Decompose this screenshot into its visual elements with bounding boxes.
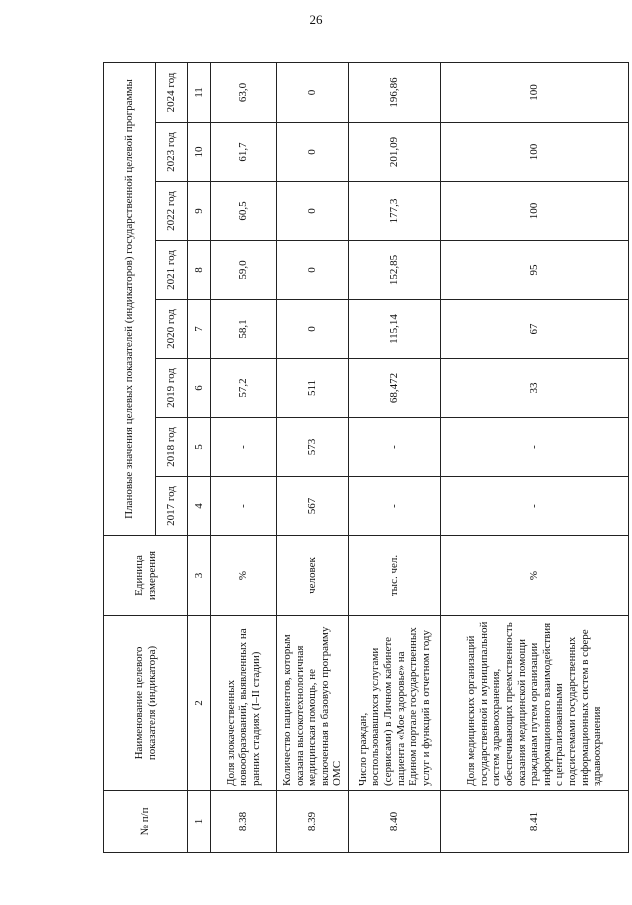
row-value: 100 bbox=[441, 62, 629, 122]
row-name: Доля медицинских организаций государственной и муниципальной систем здравоохранения, обеспечивающих преемственность оказания медицинской помощи гражданам путем организации информационного взаимодействия с централизованными подсистемами государственных информационных систем в сфере здравоохранения bbox=[441, 616, 629, 791]
header-year: 2017 год bbox=[156, 477, 188, 536]
header-plan: Плановые значения целевых показателей (индикаторов) государственной целевой программы bbox=[104, 62, 156, 535]
rotated-table-container bbox=[103, 63, 623, 853]
row-value: 573 bbox=[277, 418, 349, 477]
header-year: 2018 год bbox=[156, 418, 188, 477]
column-number: 8 bbox=[188, 241, 211, 300]
row-value: 196,86 bbox=[349, 62, 441, 122]
column-number: 5 bbox=[188, 418, 211, 477]
header-name: Наименование целевого показателя (индикатора) bbox=[104, 616, 188, 791]
row-value: 33 bbox=[441, 359, 629, 418]
column-number: 9 bbox=[188, 182, 211, 241]
row-value: 59,0 bbox=[211, 241, 277, 300]
header-year: 2020 год bbox=[156, 300, 188, 359]
row-num: 8.39 bbox=[277, 791, 349, 853]
row-value: - bbox=[211, 418, 277, 477]
row-value: 100 bbox=[441, 182, 629, 241]
row-value: - bbox=[349, 418, 441, 477]
header-year: 2019 год bbox=[156, 359, 188, 418]
row-name: Доля злокачественных новообразований, выявленных на ранних стадиях (I–II стадии) bbox=[211, 616, 277, 791]
row-value: 0 bbox=[277, 241, 349, 300]
column-number: 4 bbox=[188, 477, 211, 536]
row-unit: человек bbox=[277, 536, 349, 616]
row-value: - bbox=[211, 477, 277, 536]
table-row bbox=[211, 62, 277, 852]
row-name: Количество пациентов, которым оказана высокотехнологичная медицинская помощь, не включенная в базовую программу ОМС bbox=[277, 616, 349, 791]
row-value: 511 bbox=[277, 359, 349, 418]
row-value: 152,85 bbox=[349, 241, 441, 300]
header-unit: Единица измерения bbox=[104, 536, 188, 616]
row-value: 57,2 bbox=[211, 359, 277, 418]
row-value: - bbox=[441, 418, 629, 477]
column-number: 11 bbox=[188, 62, 211, 122]
row-value: 567 bbox=[277, 477, 349, 536]
column-number: 3 bbox=[188, 536, 211, 616]
page-number: 26 bbox=[309, 12, 323, 27]
row-value: 68,472 bbox=[349, 359, 441, 418]
row-value: 201,09 bbox=[349, 123, 441, 182]
column-number: 6 bbox=[188, 359, 211, 418]
header-num: № п/п bbox=[104, 791, 188, 853]
row-value: 67 bbox=[441, 300, 629, 359]
column-number: 10 bbox=[188, 123, 211, 182]
row-value: 63,0 bbox=[211, 62, 277, 122]
header-year: 2021 год bbox=[156, 241, 188, 300]
column-number: 7 bbox=[188, 300, 211, 359]
row-value: 0 bbox=[277, 300, 349, 359]
row-value: - bbox=[441, 477, 629, 536]
row-unit: % bbox=[211, 536, 277, 616]
row-num: 8.40 bbox=[349, 791, 441, 853]
header-year: 2023 год bbox=[156, 123, 188, 182]
row-value: 177,3 bbox=[349, 182, 441, 241]
header-year: 2024 год bbox=[156, 62, 188, 122]
row-value: 115,14 bbox=[349, 300, 441, 359]
row-unit: % bbox=[441, 536, 629, 616]
column-number: 2 bbox=[188, 616, 211, 791]
row-value: 0 bbox=[277, 182, 349, 241]
row-value: 100 bbox=[441, 123, 629, 182]
row-value: - bbox=[349, 477, 441, 536]
row-num: 8.41 bbox=[441, 791, 629, 853]
row-value: 61,7 bbox=[211, 123, 277, 182]
header-year: 2022 год bbox=[156, 182, 188, 241]
row-value: 95 bbox=[441, 241, 629, 300]
column-number-row bbox=[188, 62, 211, 852]
row-value: 58,1 bbox=[211, 300, 277, 359]
row-value: 0 bbox=[277, 62, 349, 122]
row-value: 0 bbox=[277, 123, 349, 182]
row-num: 8.38 bbox=[211, 791, 277, 853]
row-unit: тыс. чел. bbox=[349, 536, 441, 616]
row-value: 60,5 bbox=[211, 182, 277, 241]
indicators-table bbox=[103, 62, 629, 853]
table-row bbox=[441, 62, 629, 852]
column-number: 1 bbox=[188, 791, 211, 853]
table-row bbox=[349, 62, 441, 852]
row-name: Число граждан, воспользовавшихся услугами (сервисами) в Личном кабинете пациента «Мое здоровье» на Едином портале государственных услуг и функций в отчетном году bbox=[349, 616, 441, 791]
table-row bbox=[277, 62, 349, 852]
